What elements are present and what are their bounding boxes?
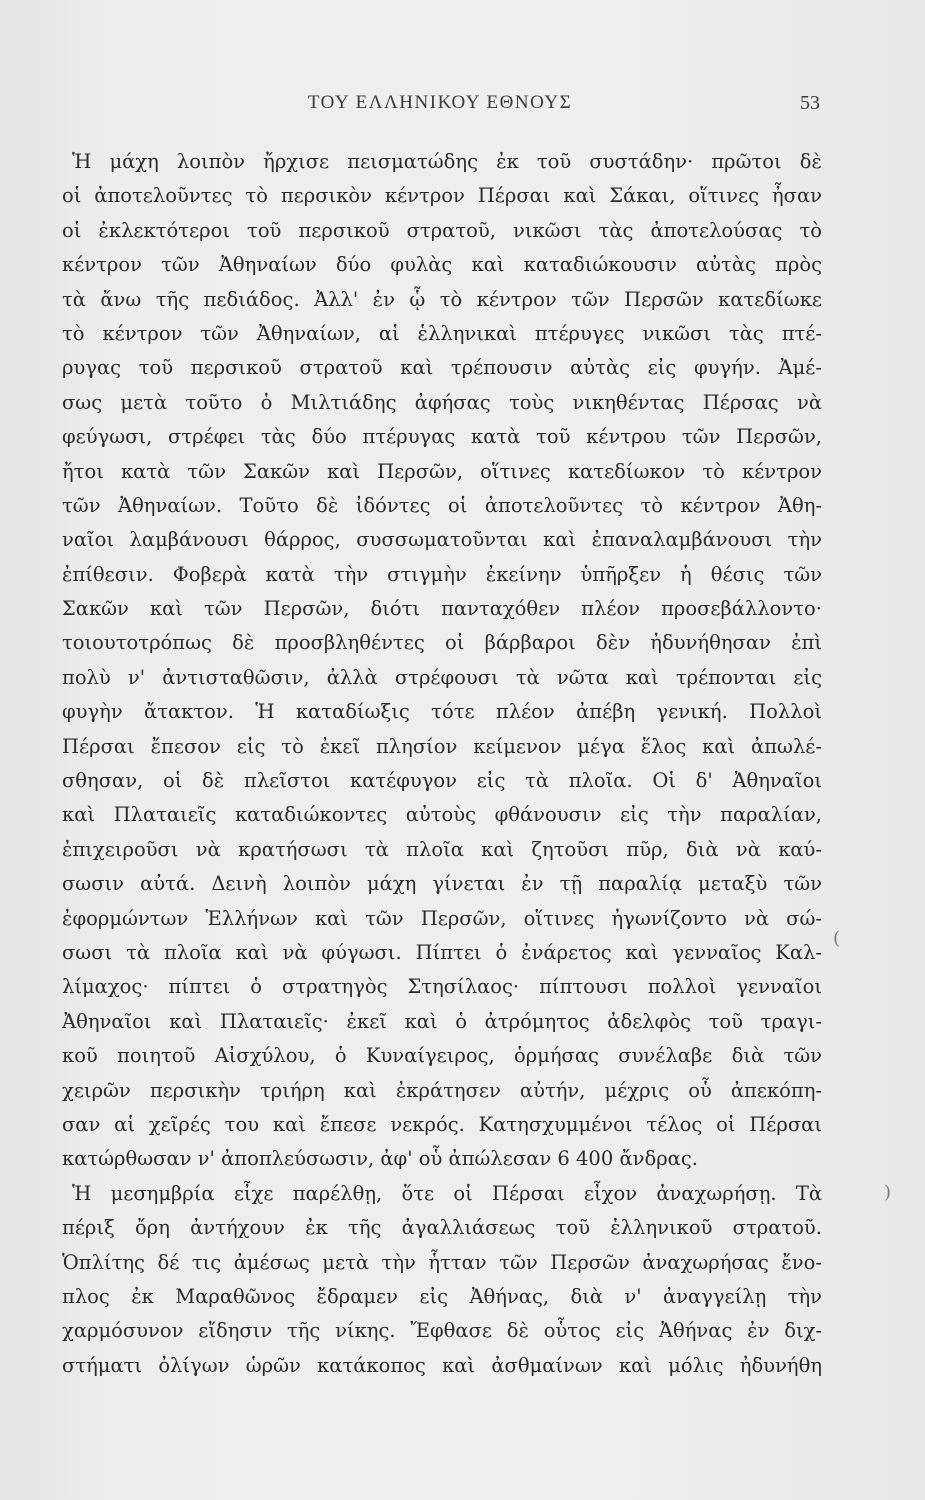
text-line: ἐπιχειροῦσι νὰ κρατήσωσι τὰ πλοῖα καὶ ζητοῦσι πῦρ, διὰ νὰ καύ- <box>62 837 822 861</box>
running-title: ΤΟΥ ΕΛΛΗΝΙΚΟΥ ΕΘΝΟΥΣ <box>307 92 573 113</box>
text-line: Πέρσαι ἔπεσον εἰς τὸ ἐκεῖ πλησίον κείμενον μέγα ἕλος καὶ ἀπωλέ- <box>62 734 822 758</box>
text-line: ἤτοι κατὰ τῶν Σακῶν καὶ Περσῶν, οἵτινες κατεδίωκον τὸ κέντρον <box>62 459 822 483</box>
text-line: τῶν Ἀθηναίων. Τοῦτο δὲ ἰδόντες οἱ ἀποτελοῦντες τὸ κέντρον Ἀθη- <box>62 493 822 517</box>
text-line: σαν αἱ χεῖρές του καὶ ἔπεσε νεκρός. Κατησχυμμένοι τέλος οἱ Πέρσαι <box>62 1112 822 1136</box>
text-line: Ἡ μεσημβρία εἶχε παρέλθῃ, ὅτε οἱ Πέρσαι εἶχον ἀναχωρήσῃ. Τὰ <box>72 1181 822 1205</box>
text-line: χαρμόσυνον εἴδησιν τῆς νίκης. Ἔφθασε δὲ οὗτος εἰς Ἀθήνας ἐν διχ- <box>62 1319 822 1343</box>
text-line: Ἡ μάχη λοιπὸν ἤρχισε πεισματώδης ἐκ τοῦ συστάδην· πρῶτοι δὲ <box>72 150 822 173</box>
text-line: οἱ ἐκλεκτότεροι τοῦ περσικοῦ στρατοῦ, νικῶσι τὰς ἀποτελούσας τὸ <box>62 218 822 242</box>
text-line: ρυγας τοῦ περσικοῦ στρατοῦ καὶ τρέπουσιν αὐτὰς εἰς φυγήν. Ἀμέ- <box>62 356 822 380</box>
text-line: καὶ Πλαταιεῖς καταδιώκοντες αὐτοὺς φθάνουσιν εἰς τὴν παραλίαν, <box>62 803 822 827</box>
text-line: τὰ ἄνω τῆς πεδιάδος. Ἀλλ' ἐν ᾧ τὸ κέντρον τῶν Περσῶν κατεδίωκε <box>62 287 822 311</box>
text-line: οἱ ἀποτελοῦντες τὸ περσικὸν κέντρον Πέρσαι καὶ Σάκαι, οἵτινες ἦσαν <box>62 184 822 208</box>
text-line: ἐπίθεσιν. Φοβερὰ κατὰ τὴν στιγμὴν ἐκείνην ὑπῆρξεν ἡ θέσις τῶν <box>62 562 822 586</box>
text-line: πολὺ ν' ἀντισταθῶσιν, ἀλλὰ στρέφουσι τὰ νῶτα καὶ τρέπονται εἰς <box>62 665 822 689</box>
text-line: σωσι τὰ πλοῖα καὶ νὰ φύγωσι. Πίπτει ὁ ἐνάρετος καὶ γενναῖος Καλ- <box>62 940 822 964</box>
margin-bracket-mark: ) <box>884 1182 892 1203</box>
paragraph <box>62 1177 822 1383</box>
text-line: φεύγωσι, στρέφει τὰς δύο πτέρυγας κατὰ τοῦ κέντρου τῶν Περσῶν, <box>62 425 822 449</box>
page-header <box>60 92 820 122</box>
text-line: τὸ κέντρον τῶν Ἀθηναίων, αἱ ἑλληνικαὶ πτέρυγες νικῶσι τὰς πτέ- <box>62 321 822 345</box>
paragraph <box>62 145 822 1177</box>
text-line: κοῦ ποιητοῦ Αἰσχύλου, ὁ Κυναίγειρος, ὁρμήσας συνέλαβε διὰ τῶν <box>62 1044 822 1068</box>
text-line: Ὁπλίτης δέ τις ἀμέσως μετὰ τὴν ἧτταν τῶν Περσῶν ἀναχωρήσας ἔνο- <box>62 1250 822 1274</box>
text-line: φυγὴν ἄτακτον. Ἡ καταδίωξις τότε πλέον ἀπέβη γενική. Πολλοὶ <box>62 700 822 724</box>
text-line: κέντρον τῶν Ἀθηναίων δύο φυλὰς καὶ καταδιώκουσιν αὐτὰς πρὸς <box>62 253 822 277</box>
text-line: κατώρθωσαν ν' ἀποπλεύσωσιν, ἀφ' οὗ ἀπώλεσαν 6 400 ἄνδρας. <box>62 1147 698 1171</box>
text-line: στήματι ὀλίγων ὡρῶν κατάκοπος καὶ ἀσθμαίνων καὶ μόλις ἠδυνήθη <box>62 1353 822 1377</box>
text-line: ἐφορμώντων Ἑλλήνων καὶ τῶν Περσῶν, οἵτινες ἠγωνίζοντο νὰ σώ- <box>62 906 822 930</box>
text-line: πλος ἐκ Μαραθῶνος ἔδραμεν εἰς Ἀθήνας, διὰ ν' ἀναγγείλῃ τὴν <box>62 1284 822 1308</box>
text-line: σθησαν, οἱ δὲ πλεῖστοι κατέφυγον εἰς τὰ πλοῖα. Οἱ δ' Ἀθηναῖοι <box>62 769 822 793</box>
text-line: ναῖοι λαμβάνουσι θάρρος, συσσωματοῦνται καὶ ἐπαναλαμβάνουσι τὴν <box>62 528 822 552</box>
text-line: τοιουτοτρόπως δὲ προσβληθέντες οἱ βάρβαροι δὲν ἠδυνήθησαν ἐπὶ <box>62 631 822 655</box>
text-line: χειρῶν περσικὴν τριήρη καὶ ἐκράτησεν αὐτήν, μέχρις οὗ ἀπεκόπη- <box>62 1078 822 1102</box>
text-line: σωσιν αὐτά. Δεινὴ λοιπὸν μάχη γίνεται ἐν τῇ παραλίᾳ μεταξὺ τῶν <box>62 872 822 896</box>
text-line: λίμαχος· πίπτει ὁ στρατηγὸς Στησίλαος· πίπτουσι πολλοὶ γενναῖοι <box>62 975 822 999</box>
text-line: Ἀθηναῖοι καὶ Πλαταιεῖς· ἐκεῖ καὶ ὁ ἀτρόμητος ἀδελφὸς τοῦ τραγι- <box>62 1009 822 1033</box>
margin-bracket-mark: ( <box>833 928 841 949</box>
body-text <box>62 145 822 1383</box>
page-number: 53 <box>800 92 820 114</box>
text-line: πέριξ ὄρη ἀντήχουν ἐκ τῆς ἀγαλλιάσεως τοῦ ἑλληνικοῦ στρατοῦ. <box>62 1216 822 1240</box>
text-line: σως μετὰ τοῦτο ὁ Μιλτιάδης ἀφήσας τοὺς νικηθέντας Πέρσας νὰ <box>62 390 822 414</box>
text-line: Σακῶν καὶ τῶν Περσῶν, διότι πανταχόθεν πλέον προσεβάλλοντο· <box>62 597 822 621</box>
